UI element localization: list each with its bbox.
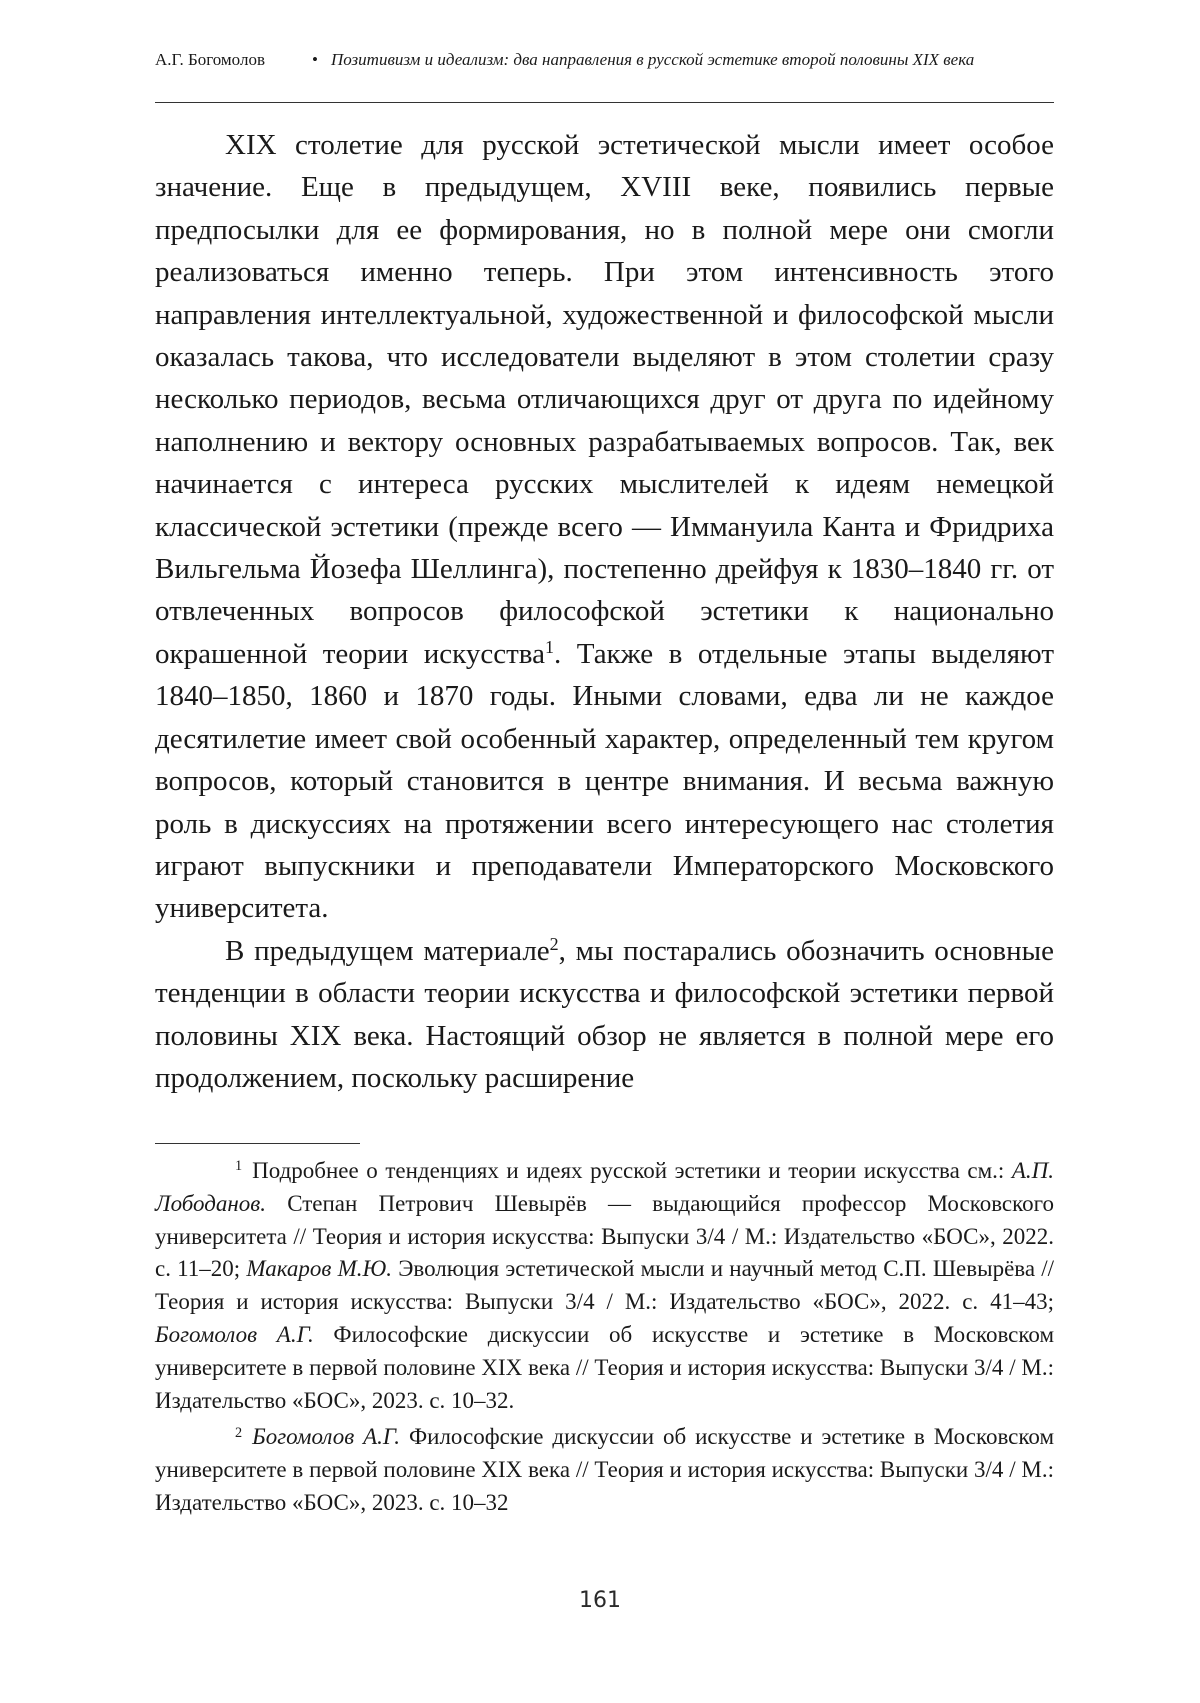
footnote-1-author-2: Макаров М.Ю.: [246, 1256, 392, 1281]
footnote-ref-2[interactable]: 2: [550, 934, 559, 954]
paragraph-1: [155, 124, 1054, 930]
footnote-2: [155, 1421, 1054, 1519]
paragraph-1-part-b: . Также в отдельные этапы выделяют 1840–1850, 1860 и 1870 годы. Иными словами, едва ли не каждое десятилетие имеет свой особенный характер, определенный тем кругом вопросов, который становится в центре внимания. И весьма важную роль в дискуссиях на протяжении всего интересующего нас столетия играют выпускники и преподаватели Императорского Московского университета.: [155, 638, 1054, 924]
footnote-1-mark: 1: [235, 1158, 242, 1174]
footnote-2-author-1: Богомолов А.Г.: [252, 1424, 400, 1449]
footnote-2-mark: 2: [235, 1425, 242, 1441]
paragraph-1-part-a: XIX столетие для русской эстетической мысли имеет особое значение. Еще в предыдущем, XVIII веке, появились первые предпосылки для ее формирования, но в полной мере они смогли реализоваться именно теперь. При этом интенсивность этого направления интеллектуальной, художественной и философской мысли оказалась такова, что исследователи выделяют в этом столетии сразу несколько периодов, весьма отличающихся друг от друга по идейному наполнению и вектору основных разрабатываемых вопросов. Так, век начинается с интереса русских мыслителей к идеям немецкой классической эстетики (прежде всего — Иммануила Канта и Фридриха Вильгельма Йозефа Шеллинга), постепенно дрейфуя к 1830–1840 гг. от отвлеченных вопросов философской эстетики к национально окрашенной теории искусства: [155, 129, 1054, 670]
header-divider: [155, 102, 1054, 103]
paragraph-2: [155, 930, 1054, 1100]
footnote-ref-1[interactable]: 1: [545, 637, 554, 657]
footnote-1-text-1: Подробнее о тенденциях и идеях русской эстетики и теории искусства см.:: [252, 1158, 1012, 1183]
footnote-1: [155, 1155, 1054, 1417]
running-head-author: А.Г. Богомолов: [155, 50, 265, 70]
paragraph-2-part-b: , мы постарались обозначить основные тенденции в области теории искусства и философской эстетики первой половины XIX века. Настоящий обзор не является в полной мере его продолжением, поскольку расширение: [155, 935, 1054, 1094]
running-head-separator: •: [312, 50, 318, 70]
footnote-divider: [155, 1143, 360, 1144]
footnotes: [155, 1155, 1054, 1520]
footnote-2-text-1: Философские дискуссии об искусстве и эстетике в Московском университете в первой половине XIX века // Теория и история искусства: Выпуски 3/4 / М.: Издательство «БОС», 2023. с. 10–32: [155, 1424, 1054, 1515]
running-head-title: Позитивизм и идеализм: два направления в русской эстетике второй половины XIX века: [331, 50, 1051, 70]
main-text: [155, 124, 1054, 1099]
footnote-1-author-3: Богомолов А.Г.: [155, 1322, 314, 1347]
footnote-1-text-2: Степан Петрович Шевырёв — выдающийся профессор Московского университета // Теория и история искусства: Выпуски 3/4 / М.: Издательство «БОС», 2022. с. 11–20;: [155, 1191, 1054, 1282]
footnote-1-text-3: Эволюция эстетической мысли и научный метод С.П. Шевырёва // Теория и история искусства: Выпуски 3/4 / М.: Издательство «БОС», 2022. с. 41–43;: [155, 1256, 1054, 1314]
footnote-1-text-4: Философские дискуссии об искусстве и эстетике в Московском университете в первой половине XIX века // Теория и история искусства: Выпуски 3/4 / М.: Издательство «БОС», 2023. с. 10–32.: [155, 1322, 1054, 1413]
footnote-1-author-1: А.П. Лободанов.: [155, 1158, 1054, 1216]
page-number: 161: [0, 1588, 1200, 1613]
paragraph-2-part-a: В предыдущем материале: [225, 935, 550, 967]
